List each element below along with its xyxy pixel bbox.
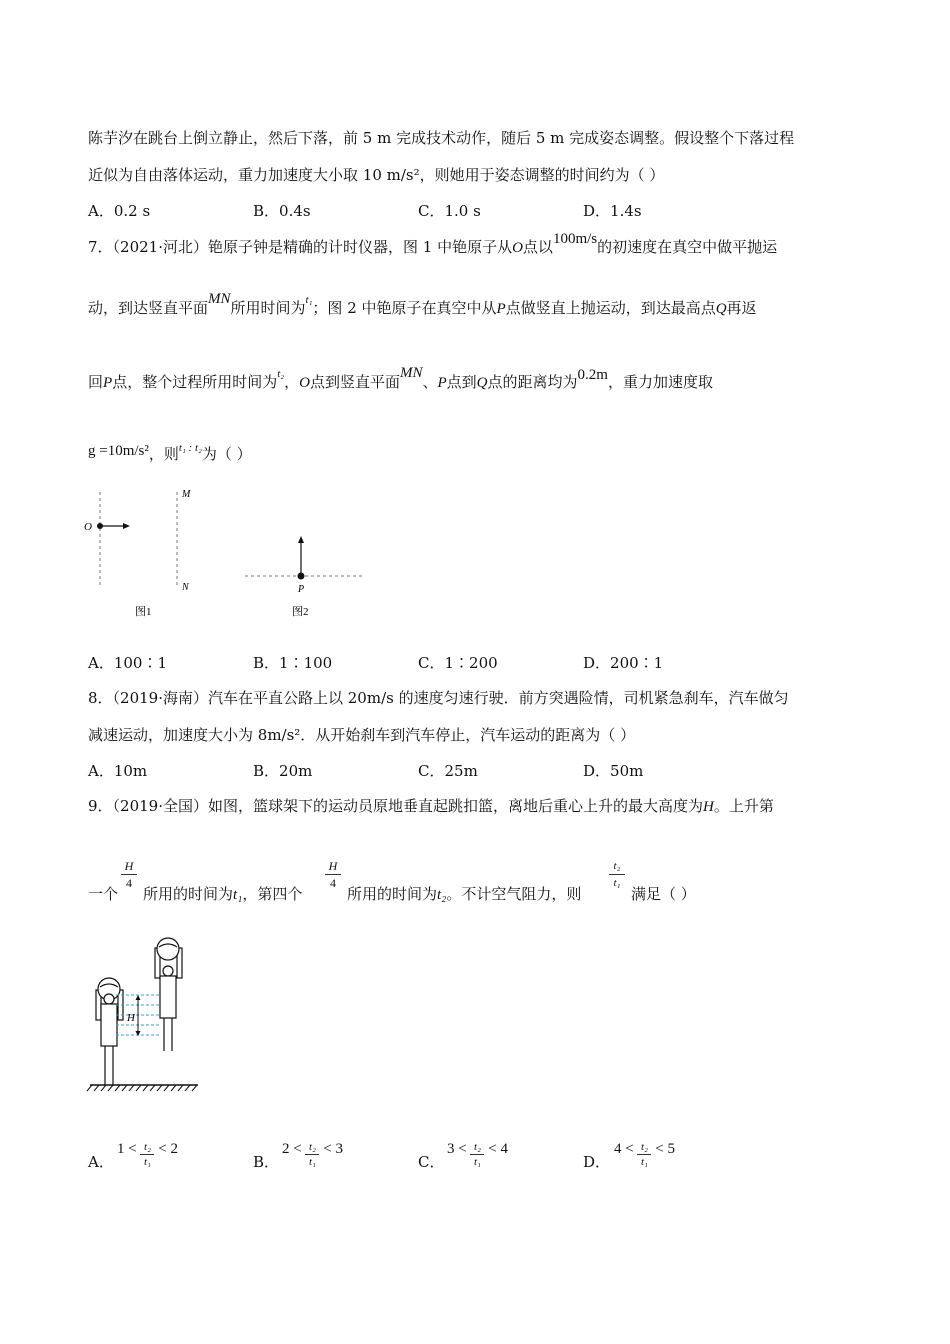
q7-line-2	[88, 291, 757, 320]
player-standing	[96, 978, 123, 1085]
less-than: <	[158, 1140, 167, 1157]
inequality-left: 4	[614, 1140, 622, 1157]
q9-option-c-inequality	[447, 1136, 508, 1168]
fraction-numerator: t₂	[474, 1141, 481, 1153]
q7-text: ，则	[148, 445, 179, 463]
fraction-bar	[325, 874, 341, 875]
q8-option-b: B．20m	[253, 762, 313, 780]
ratio-fraction	[637, 1141, 651, 1168]
fig1-caption: 图1	[135, 606, 152, 618]
less-than: <	[625, 1140, 634, 1157]
fraction-bar	[140, 1154, 154, 1155]
height-arrow-top	[136, 995, 141, 1000]
ground-hatching	[87, 1085, 197, 1091]
fraction-bar	[305, 1154, 319, 1155]
q9-text: 所用的时间为	[347, 885, 438, 903]
q7-var-p: P	[496, 301, 506, 317]
q7-var-o: O	[299, 375, 310, 391]
fraction-numerator: t₂	[641, 1141, 648, 1153]
inequality-right: 5	[667, 1140, 675, 1157]
q7-text: ，	[284, 373, 300, 391]
q9-text: 9．（2019·全国）如图，篮球架下的运动员原地垂直起跳扣篮，离地后重心上升的最大高度为	[88, 797, 703, 815]
q8-option-d: D．50m	[583, 762, 644, 780]
less-than: <	[323, 1140, 332, 1157]
fraction-denominator: t₁	[144, 1156, 151, 1168]
fig1-label-m: M	[182, 489, 191, 500]
q9-option-b-inequality	[282, 1136, 343, 1168]
q9-text: 。上升第	[713, 797, 774, 815]
inequality-left: 2	[282, 1140, 290, 1157]
q7-var-p: P	[437, 375, 447, 391]
q6-option-d: D．1.4s	[583, 202, 642, 220]
q7-option-d: D．200∶1	[583, 654, 664, 672]
fraction-denominator: t₁	[474, 1156, 481, 1168]
fraction-bar	[609, 874, 625, 875]
inequality-left: 3	[447, 1140, 455, 1157]
q7-var-q: Q	[476, 375, 488, 391]
fraction-bar	[470, 1154, 484, 1155]
q7-figures	[80, 482, 380, 627]
fraction-denominator: t₁	[309, 1156, 316, 1168]
less-than: <	[128, 1140, 137, 1157]
fraction-bar	[637, 1154, 651, 1155]
less-than: <	[488, 1140, 497, 1157]
q7-var-mn: MN	[399, 365, 423, 381]
fig2-caption: 图2	[292, 606, 309, 618]
q9-t1: t₁	[233, 887, 243, 903]
q7-g-expression: g =10m/s²	[88, 443, 149, 459]
fig1-label-o: O	[84, 521, 92, 533]
q7-option-b: B．1∶100	[253, 654, 333, 672]
q9-text: ，第四个	[242, 885, 303, 903]
q7-text: 为（ ）	[201, 445, 252, 463]
q9-fraction-h-over-4-fourth	[325, 859, 341, 890]
q8-line-1: 8．（2019·海南）汽车在平直公路上以 20m/s 的速度匀速行驶．前方突遇险情，司机紧急刹车，汽车做匀	[88, 689, 789, 707]
q8-option-c: C．25m	[418, 762, 478, 780]
q9-fraction-t2-over-t1	[609, 859, 625, 890]
q6-option-b: B．0.4s	[253, 202, 311, 220]
q7-text: 点以	[522, 238, 553, 256]
q7-text: 点的距离均为	[487, 373, 578, 391]
q7-text: 的初速度在真空中做平抛运	[597, 238, 778, 256]
q7-line-3	[88, 365, 713, 394]
q9-text-2	[143, 884, 302, 905]
ratio-fraction	[140, 1141, 154, 1168]
q9-option-a-inequality	[117, 1136, 178, 1168]
q8-option-a: A．10m	[88, 762, 148, 780]
q7-text: 点到竖直平面	[309, 373, 400, 391]
q7-text: 动，到达竖直平面	[88, 299, 209, 317]
q9-option-d-letter: D．	[583, 1153, 611, 1171]
ratio-fraction	[470, 1141, 484, 1168]
less-than: <	[458, 1140, 467, 1157]
q9-option-c-letter: C．	[418, 1153, 445, 1171]
fraction-numerator: t₂	[309, 1141, 316, 1153]
q7-var-o: O	[512, 240, 523, 256]
q7-option-a: A．100∶1	[88, 654, 168, 672]
ratio-fraction	[305, 1141, 319, 1168]
q9-line-1	[88, 796, 774, 817]
q9-text-4: 满足（ ）	[631, 885, 696, 903]
q9-fraction-h-over-4-first	[121, 859, 137, 890]
fraction-denominator: t₁	[613, 877, 621, 889]
fraction-denominator: 4	[330, 876, 336, 890]
q9-option-b-letter: B．	[253, 1153, 280, 1171]
fig1-arrow-head	[123, 523, 130, 529]
fraction-numerator: H	[124, 859, 134, 873]
inequality-right: 2	[170, 1140, 178, 1157]
q7-var-p: P	[103, 375, 113, 391]
fig2-arrow-head	[298, 536, 304, 543]
fraction-bar	[121, 874, 137, 875]
fig1-label-n: N	[182, 582, 189, 593]
q7-distance: 0.2m	[577, 367, 608, 383]
q9-t2: t₂	[437, 887, 447, 903]
q7-line-4	[88, 444, 252, 466]
q6-line-2: 近似为自由落体运动，重力加速度大小取 10 m/s²，则她用于姿态调整的时间约为（ ）	[88, 166, 665, 184]
inequality-left: 1	[117, 1140, 125, 1157]
q7-t2: t₂	[277, 368, 285, 380]
q7-text: 点到	[446, 373, 477, 391]
q7-var-mn: MN	[208, 291, 231, 307]
height-label-h: H	[127, 1012, 135, 1024]
less-than: <	[293, 1140, 302, 1157]
q7-text: 回	[88, 373, 104, 391]
fraction-numerator: t₂	[144, 1141, 151, 1153]
player-jumping	[155, 938, 182, 1051]
fig2-label-p: P	[298, 584, 305, 595]
q7-option-c: C．1∶200	[418, 654, 498, 672]
q7-text: 、	[422, 373, 438, 391]
q7-ratio: t₁ : t₂	[178, 442, 202, 454]
q9-var-h: H	[703, 799, 714, 815]
fraction-denominator: 4	[126, 876, 132, 890]
q7-text: 再返	[726, 299, 757, 317]
q7-var-q: Q	[715, 301, 727, 317]
fraction-denominator: t₁	[641, 1156, 648, 1168]
q7-t1: t₁	[305, 294, 313, 306]
less-than: <	[655, 1140, 664, 1157]
q9-option-d-inequality	[614, 1136, 675, 1168]
q9-text: 所用的时间为	[143, 885, 234, 903]
q9-option-a-letter: A．	[88, 1153, 114, 1171]
inequality-right: 4	[500, 1140, 508, 1157]
q7-text: 所用时间为	[230, 299, 306, 317]
q7-text: 7．（2021·河北）铯原子钟是精确的计时仪器，图 1 中铯原子从	[88, 238, 513, 256]
q9-text: 。不计空气阻力，则	[446, 885, 582, 903]
q8-line-2: 减速运动，加速度大小为 8m/s²．从开始刹车到汽车停止，汽车运动的距离为（ ）	[88, 726, 636, 744]
fraction-numerator: t₂	[613, 860, 621, 872]
q9-basketball-figure	[86, 935, 202, 1095]
inequality-right: 3	[335, 1140, 343, 1157]
q7-text: ，重力加速度取	[607, 373, 713, 391]
q7-text: ；图 2 中铯原子在真空中从	[312, 299, 497, 317]
q7-text: 点，整个过程所用时间为	[112, 373, 278, 391]
q7-text: 点做竖直上抛运动，到达最高点	[505, 299, 716, 317]
q6-option-c: C．1.0 s	[418, 202, 481, 220]
q7-line-1	[88, 231, 778, 258]
fraction-numerator: H	[328, 859, 338, 873]
q9-text-3	[347, 884, 581, 905]
q9-text-1: 一个	[88, 885, 119, 903]
q6-option-a: A．0.2 s	[88, 202, 151, 220]
q6-line-1: 陈芋汐在跳台上倒立静止，然后下落，前 5 m 完成技术动作，随后 5 m 完成姿态调整。假设整个下落过程	[88, 129, 795, 147]
q7-speed: 100m/s	[552, 231, 598, 247]
